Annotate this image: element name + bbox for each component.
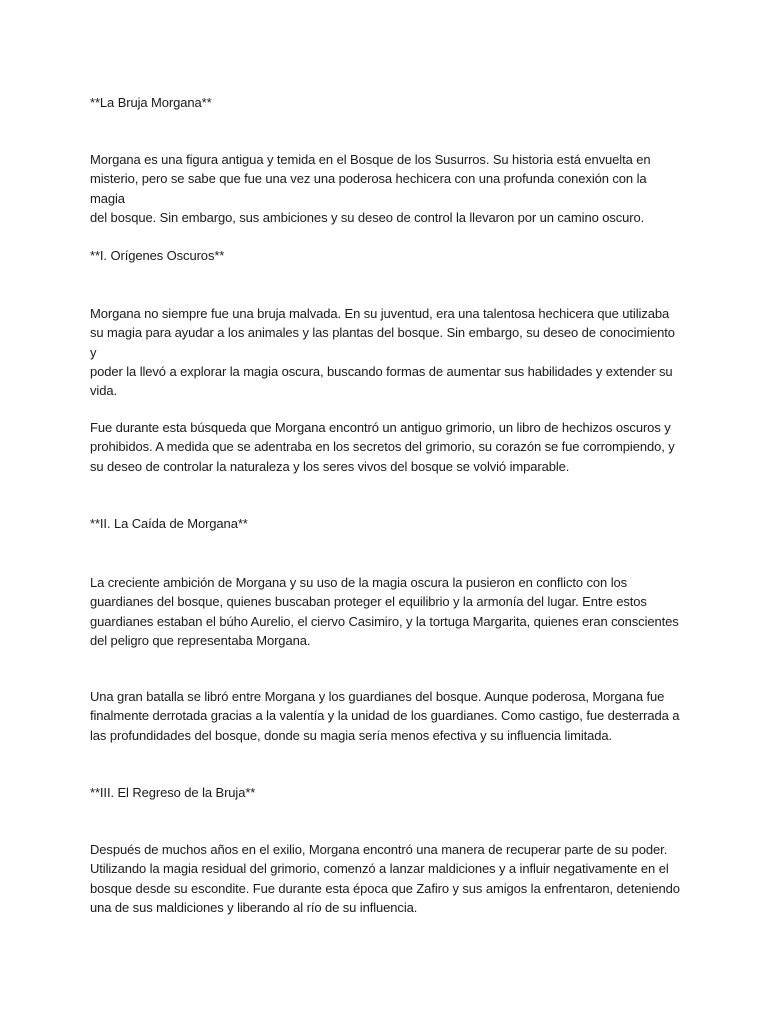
document-title: **La Bruja Morgana** — [90, 95, 212, 110]
section2-paragraph-1: La creciente ambición de Morgana y su uso de la magia oscura la pusieron en conflicto con los guardianes del bosque, quienes buscaban proteger el equilibrio y la armonía del lugar. Entre estos guardianes estaban el búho Aurelio, el ciervo Casimiro, y la tortuga Margarita, quienes eran conscientes del peligro que representaba Morgana. — [90, 575, 679, 648]
section2-paragraph-2: Una gran batalla se libró entre Morgana y los guardianes del bosque. Aunque poderosa, Morgana fue finalmente derrotada gracias a la valentía y la unidad de los guardianes. Como castigo, fue desterrada a las profundidades del bosque, donde su magia sería menos efectiva y su influencia limitada. — [90, 689, 680, 743]
section-heading-origenes: **I. Orígenes Oscuros** — [90, 248, 225, 263]
section1-paragraph-2: Fue durante esta búsqueda que Morgana encontró un antiguo grimorio, un libro de hechizos oscuros y prohibidos. A medida que se adentraba en los secretos del grimorio, su corazón se fue corrompiendo, y su deseo de controlar la naturaleza y los seres vivos del bosque se volvió imparable. — [90, 420, 675, 474]
section3-paragraph-1: Después de muchos años en el exilio, Morgana encontró una manera de recuperar parte de su poder. Utilizando la magia residual del grimorio, comenzó a lanzar maldiciones y a influir negativamente en el bosque desde su escondite. Fue durante esta época que Zafiro y sus amigos la enfrentaron, deteniendo una de sus maldiciones y liberando al río de su influencia. — [90, 842, 680, 915]
section-heading-regreso: **III. El Regreso de la Bruja** — [90, 785, 256, 800]
section1-paragraph-1: Morgana no siempre fue una bruja malvada. En su juventud, era una talentosa hechicera que utilizaba su magia para ayudar a los animales y las plantas del bosque. Sin embargo, su deseo de conocimiento y poder la llevó a explorar la magia oscura, buscando formas de aumentar sus habilidades y extender su vida. — [90, 306, 675, 399]
section-heading-caida: **II. La Caída de Morgana** — [90, 516, 248, 531]
intro-paragraph: Morgana es una figura antigua y temida en el Bosque de los Susurros. Su historia está envuelta en misterio, pero se sabe que fue una vez una poderosa hechicera con una profunda conexión con la magia del bosque. Sin embargo, sus ambiciones y su deseo de control la llevaron por un camino oscuro. — [90, 152, 651, 225]
